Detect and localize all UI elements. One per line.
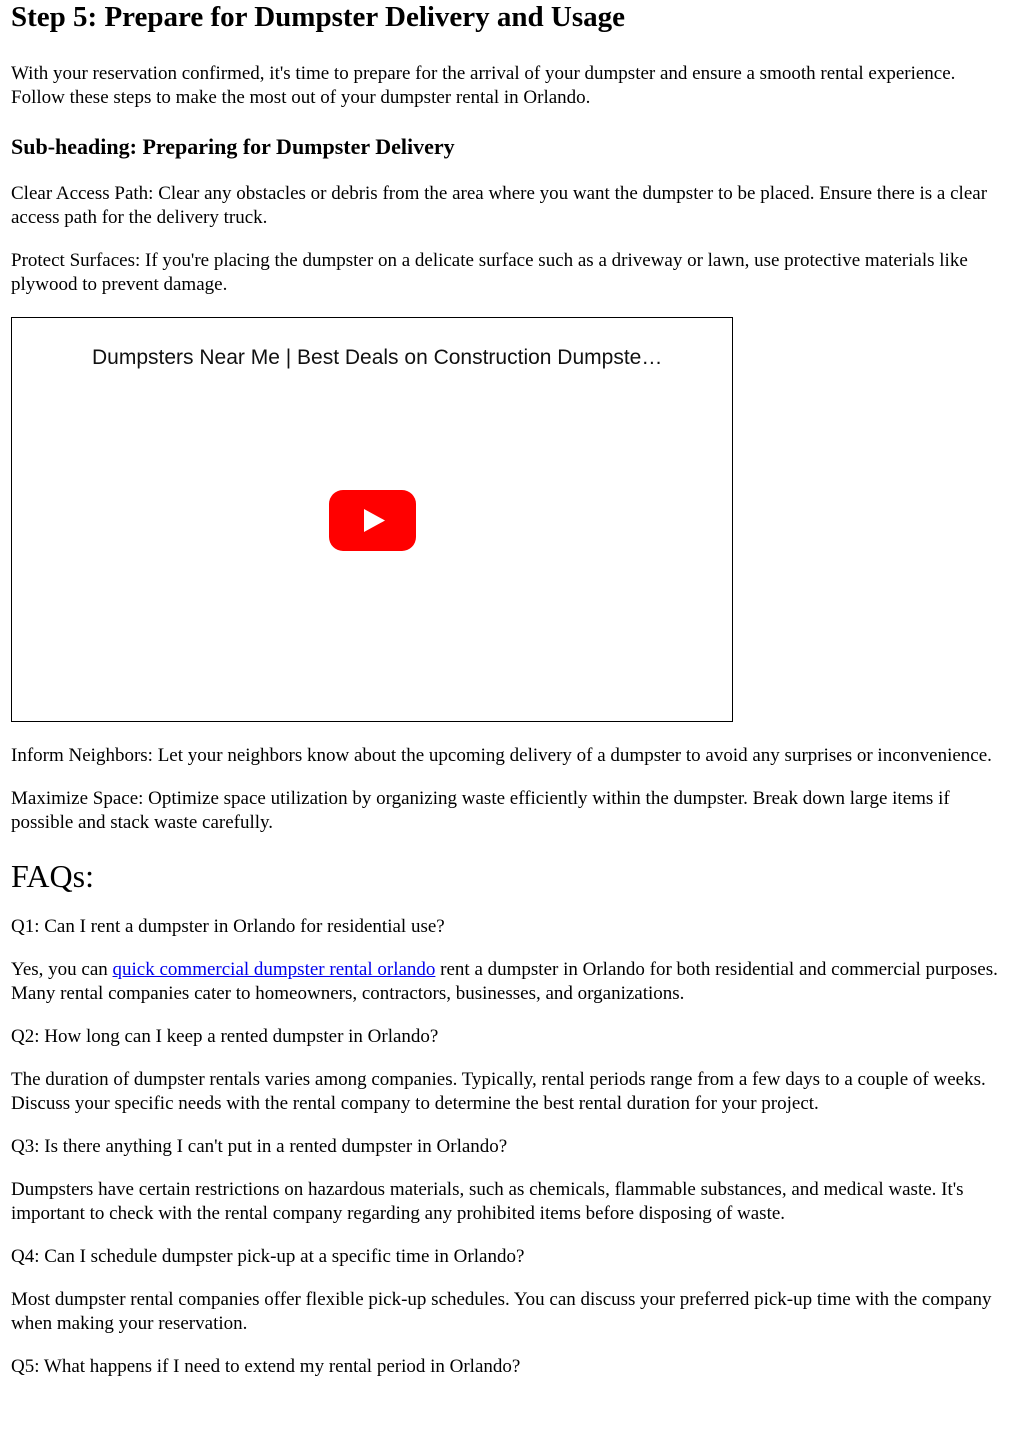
faq-question-5: Q5: What happens if I need to extend my rental period in Orlando?: [11, 1356, 521, 1377]
step-title: Step 5: Prepare for Dumpster Delivery and Usage: [11, 1, 626, 33]
faq-answer-4: Most dumpster rental companies offer flexible pick-up schedules. You can discuss your preferred pick-up time with the company when making your reservation.: [11, 1289, 992, 1334]
intro-paragraph: With your reservation confirmed, it's time to prepare for the arrival of your dumpster and ensure a smooth rental experience. Follow these steps to make the most out of your dumpster rental in Orlando.: [11, 63, 956, 108]
tip-protect-surfaces: Protect Surfaces: If you're placing the dumpster on a delicate surface such as a driveway or lawn, use protective materials like plywood to prevent damage.: [11, 250, 968, 295]
faq-question-4: Q4: Can I schedule dumpster pick-up at a specific time in Orlando?: [11, 1246, 525, 1267]
faq-answer-3: Dumpsters have certain restrictions on hazardous materials, such as chemicals, flammable substances, and medical waste. It's important to check with the rental company regarding any prohibited items before disposing of waste.: [11, 1179, 964, 1224]
faq-question-2: Q2: How long can I keep a rented dumpster in Orlando?: [11, 1026, 439, 1047]
tip-clear-access-path: Clear Access Path: Clear any obstacles or debris from the area where you want the dumpster to be placed. Ensure there is a clear access path for the delivery truck.: [11, 183, 988, 228]
youtube-play-icon[interactable]: [329, 490, 416, 551]
faq-question-1: Q1: Can I rent a dumpster in Orlando for residential use?: [11, 916, 445, 937]
faq-answer-1: [11, 958, 1013, 1006]
video-title[interactable]: Dumpsters Near Me | Best Deals on Construction Dumpste…: [92, 346, 663, 369]
faq-answer-2: The duration of dumpster rentals varies among companies. Typically, rental periods range from a few days to a couple of weeks. Discuss your specific needs with the rental company to determine the best rental duration for your project.: [11, 1069, 986, 1114]
play-triangle-icon: [329, 490, 416, 551]
faq-answer-1-start: Yes, you can: [11, 959, 113, 980]
faq-answer-1-end: rent a dumpster in Orlando for both residential and commercial purposes. Many rental companies cater to homeowners, contractors, businesses, and organizations.: [11, 959, 998, 1004]
faq-title: FAQs:: [11, 858, 94, 894]
faq-question-3: Q3: Is there anything I can't put in a rented dumpster in Orlando?: [11, 1136, 508, 1157]
tip-maximize-space: Maximize Space: Optimize space utilization by organizing waste efficiently within the dumpster. Break down large items if possible and stack waste carefully.: [11, 788, 950, 833]
quick-commercial-dumpster-link[interactable]: quick commercial dumpster rental orlando: [112, 959, 436, 980]
tip-inform-neighbors: Inform Neighbors: Let your neighbors know about the upcoming delivery of a dumpster to avoid any surprises or inconvenience.: [11, 745, 992, 766]
sub-heading: Sub-heading: Preparing for Dumpster Delivery: [11, 134, 455, 159]
video-embed[interactable]: [11, 317, 733, 722]
